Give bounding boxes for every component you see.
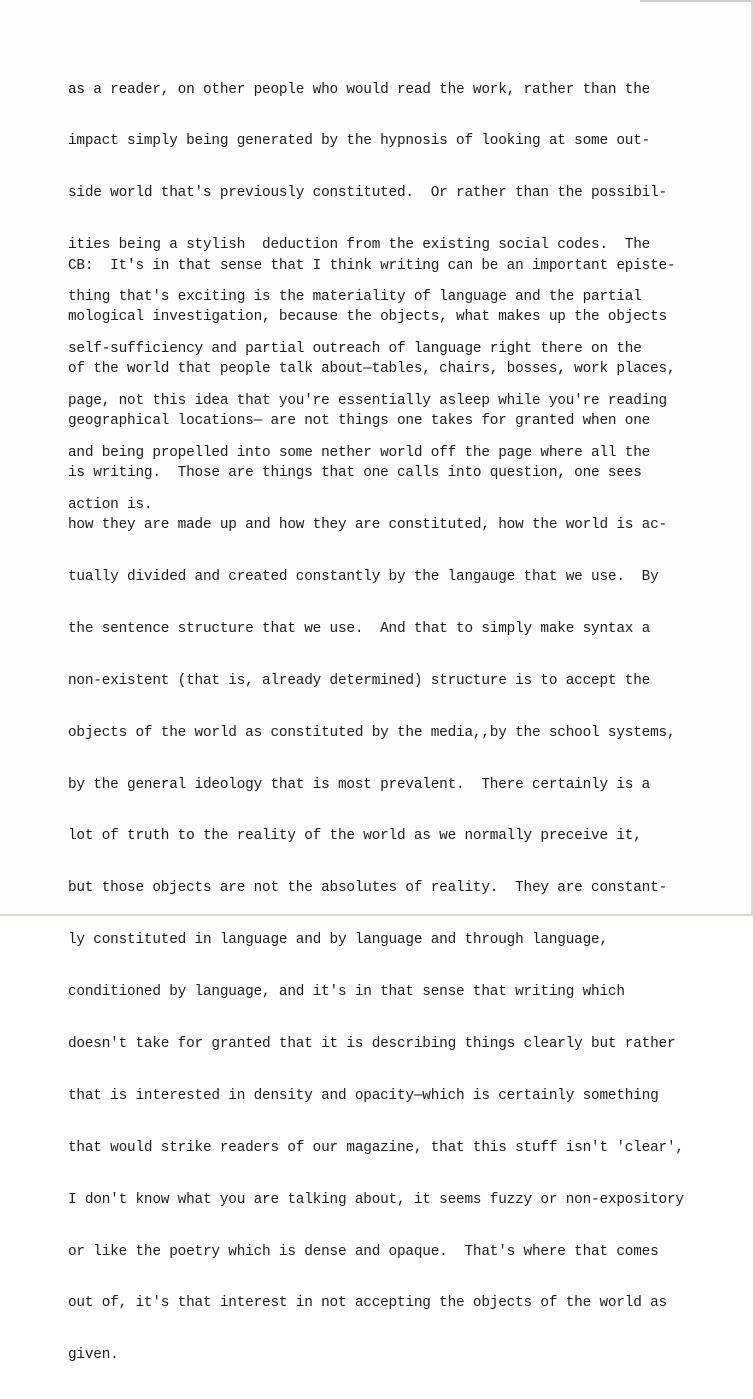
text-line: that would strike readers of our magazine, that this stuff isn't 'clear', [68,1139,684,1156]
text-line: by the general ideology that is most prevalent. There certainly is a [68,776,651,793]
page-edge-top [640,0,753,2]
text-line: CB: It's in that sense that I think writing can be an important episte- [68,257,676,274]
text-line: doesn't take for granted that it is describing things clearly but rather [68,1035,676,1052]
text-line: given. [68,1347,119,1364]
text-line: as a reader, on other people who would read the work, rather than the [68,81,651,98]
text-line: thing that's exciting is the materiality of language and the partial [68,289,642,306]
text-line: I don't know what you are talking about, it seems fuzzy or non-expository [68,1191,684,1208]
text-line: non-existent (that is, already determined) structure is to accept the [68,672,651,689]
text-line: out of, it's that interest in not accepting the objects of the world as [68,1295,667,1312]
text-line: impact simply being generated by the hypnosis of looking at some out- [68,133,651,150]
text-line: geographical locations— are not things one takes for granted when one [68,413,651,430]
text-line: or like the poetry which is dense and opaque. That's where that comes [68,1243,659,1260]
text-line: tually divided and created constantly by the langauge that we use. By [68,568,659,585]
paragraph-cb-response [68,223,684,1399]
text-line: lot of truth to the reality of the world as we normally preceive it, [68,828,642,845]
text-line: objects of the world as constituted by the media,,by the school systems, [68,724,676,741]
text-line: is writing. Those are things that one calls into question, one sees [68,465,642,482]
text-line: conditioned by language, and it's in that sense that writing which [68,984,625,1001]
text-line: page, not this idea that you're essentially asleep while you're reading [68,392,667,409]
text-line: ly constituted in language and by language and through language, [68,932,608,949]
text-line: action is. [68,496,153,513]
text-line: of the world that people talk about—tables, chairs, bosses, work places, [68,361,676,378]
text-line: but those objects are not the absolutes of reality. They are constant- [68,880,667,897]
text-line: mological investigation, because the objects, what makes up the objects [68,309,667,326]
text-line: that is interested in density and opacity—which is certainly something [68,1087,659,1104]
text-line: ities being a stylish deduction from the existing social codes. The [68,237,651,254]
text-line: and being propelled into some nether world off the page where all the [68,444,651,461]
text-line: side world that's previously constituted. Or rather than the possibil- [68,185,667,202]
text-line: the sentence structure that we use. And that to simply make syntax a [68,620,651,637]
text-line: self-sufficiency and partial outreach of language right there on the [68,341,642,358]
text-line: how they are made up and how they are constituted, how the world is ac- [68,517,667,534]
